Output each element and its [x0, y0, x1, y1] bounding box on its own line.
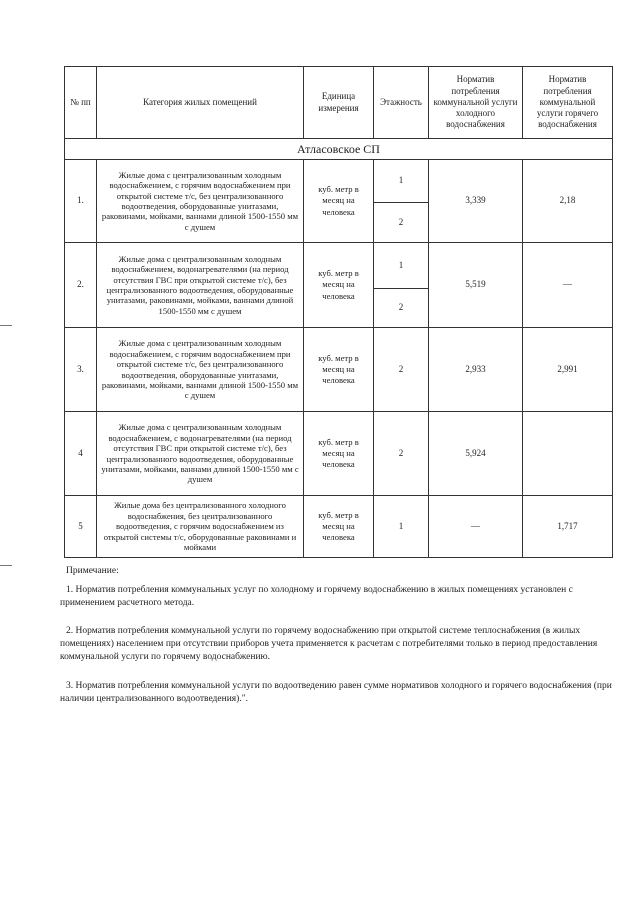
- row-cold-value: 3,339: [429, 160, 523, 243]
- row-num: 1.: [65, 160, 97, 243]
- header-unit: Единица измерения: [304, 67, 374, 139]
- row-cold-value: 2,933: [429, 328, 523, 412]
- notes-section: [60, 565, 620, 722]
- header-floors: Этажность: [374, 67, 429, 139]
- header-num: № пп: [65, 67, 97, 139]
- row-hot-value: 2,991: [523, 328, 613, 412]
- table-row: [65, 328, 613, 412]
- row-unit: куб. метр в месяц на человека: [304, 243, 374, 328]
- row-cold-value: 5,924: [429, 412, 523, 496]
- scan-margin-mark: [0, 565, 12, 566]
- row-hot-value: 1,717: [523, 496, 613, 558]
- row-num: 2.: [65, 243, 97, 328]
- row-hot-value: —: [523, 243, 613, 328]
- table-row: [65, 496, 613, 558]
- row-category: Жилые дома с централизованным холодным водоснабжением, водонагревателями (на период отсутствия ГВС при открытой системе т/с), без централизованного водоотведения, оборудованные унитазами, раковинами, мойками, ваннами длиной 1500-1550 мм с душем: [97, 243, 304, 328]
- table-header-row: [65, 67, 613, 139]
- row-hot-value: [523, 412, 613, 496]
- scan-margin-mark: [0, 325, 12, 326]
- table-row: [65, 412, 613, 496]
- header-category: Категория жилых помещений: [97, 67, 304, 139]
- table-row: [65, 160, 613, 203]
- row-floors: 2: [374, 328, 429, 412]
- note-item: 1. Норматив потребления коммунальных услуг по холодному и горячему водоснабжению в жилых помещениях установлен с применением расчетного метода.: [60, 584, 573, 608]
- row-cold-value: —: [429, 496, 523, 558]
- row-category: Жилые дома с централизованным холодным водоснабжением, с горячим водоснабжением при открытой системе т/с, без централизованного водоотведения, оборудованные унитазами, раковинами, мойками, ваннами длиной 1500-1550 мм с душем: [97, 160, 304, 243]
- row-floors: 2: [374, 412, 429, 496]
- row-num: 4: [65, 412, 97, 496]
- section-title: Атласовское СП: [65, 139, 613, 160]
- row-category: Жилые дома с централизованным холодным водоснабжением, с горячим водоснабжением при открытой системе т/с, без централизованного водоотведения, оборудованные унитазами, раковинами, мойками, ваннами длиной 1500-1550 мм с душем: [97, 328, 304, 412]
- row-hot-value: 2,18: [523, 160, 613, 243]
- row-floors: 1: [374, 243, 429, 289]
- row-unit: куб. метр в месяц на человека: [304, 496, 374, 558]
- row-num: 3.: [65, 328, 97, 412]
- note-item: 3. Норматив потребления коммунальной услуги по водоотведению равен сумме нормативов холодного и горячего водоснабжения (при наличии централизованного водоотведения).".: [60, 680, 612, 704]
- row-floors: 2: [374, 203, 429, 243]
- norms-table: [64, 66, 613, 558]
- row-floors: 2: [374, 289, 429, 328]
- row-floors: 1: [374, 496, 429, 558]
- row-cold-value: 5,519: [429, 243, 523, 328]
- row-unit: куб. метр в месяц на человека: [304, 328, 374, 412]
- header-hot-water: Норматив потребления коммунальной услуги горячего водоснабжения: [523, 67, 613, 139]
- row-category: Жилые дома без централизованного холодного водоснабжения, без централизованного водоотведения, с горячим водоснабжением из открытой системы т/с, оборудованные раковинами и мойками: [97, 496, 304, 558]
- row-num: 5: [65, 496, 97, 558]
- row-category: Жилые дома с централизованным холодным водоснабжением, с водонагревателями (на период отсутствия ГВС при открытой системе т/с), без централизованного водоотведения, оборудованные унитазами, мойками, ваннами длиной 1500-1550 мм с душем: [97, 412, 304, 496]
- note-item: 2. Норматив потребления коммунальной услуги по горячему водоснабжению при открытой системе теплоснабжения (в жилых помещениях) населением при отсутствии приборов учета применяется к расчетам с потребителями только в период предоставления коммунальной услуги по горячему водоснабжению.: [60, 626, 598, 663]
- row-floors: 1: [374, 160, 429, 203]
- row-unit: куб. метр в месяц на человека: [304, 160, 374, 243]
- section-row: [65, 139, 613, 160]
- table-row: [65, 243, 613, 289]
- notes-heading: Примечание:: [66, 566, 119, 576]
- row-unit: куб. метр в месяц на человека: [304, 412, 374, 496]
- header-cold-water: Норматив потребления коммунальной услуги холодного водоснабжения: [429, 67, 523, 139]
